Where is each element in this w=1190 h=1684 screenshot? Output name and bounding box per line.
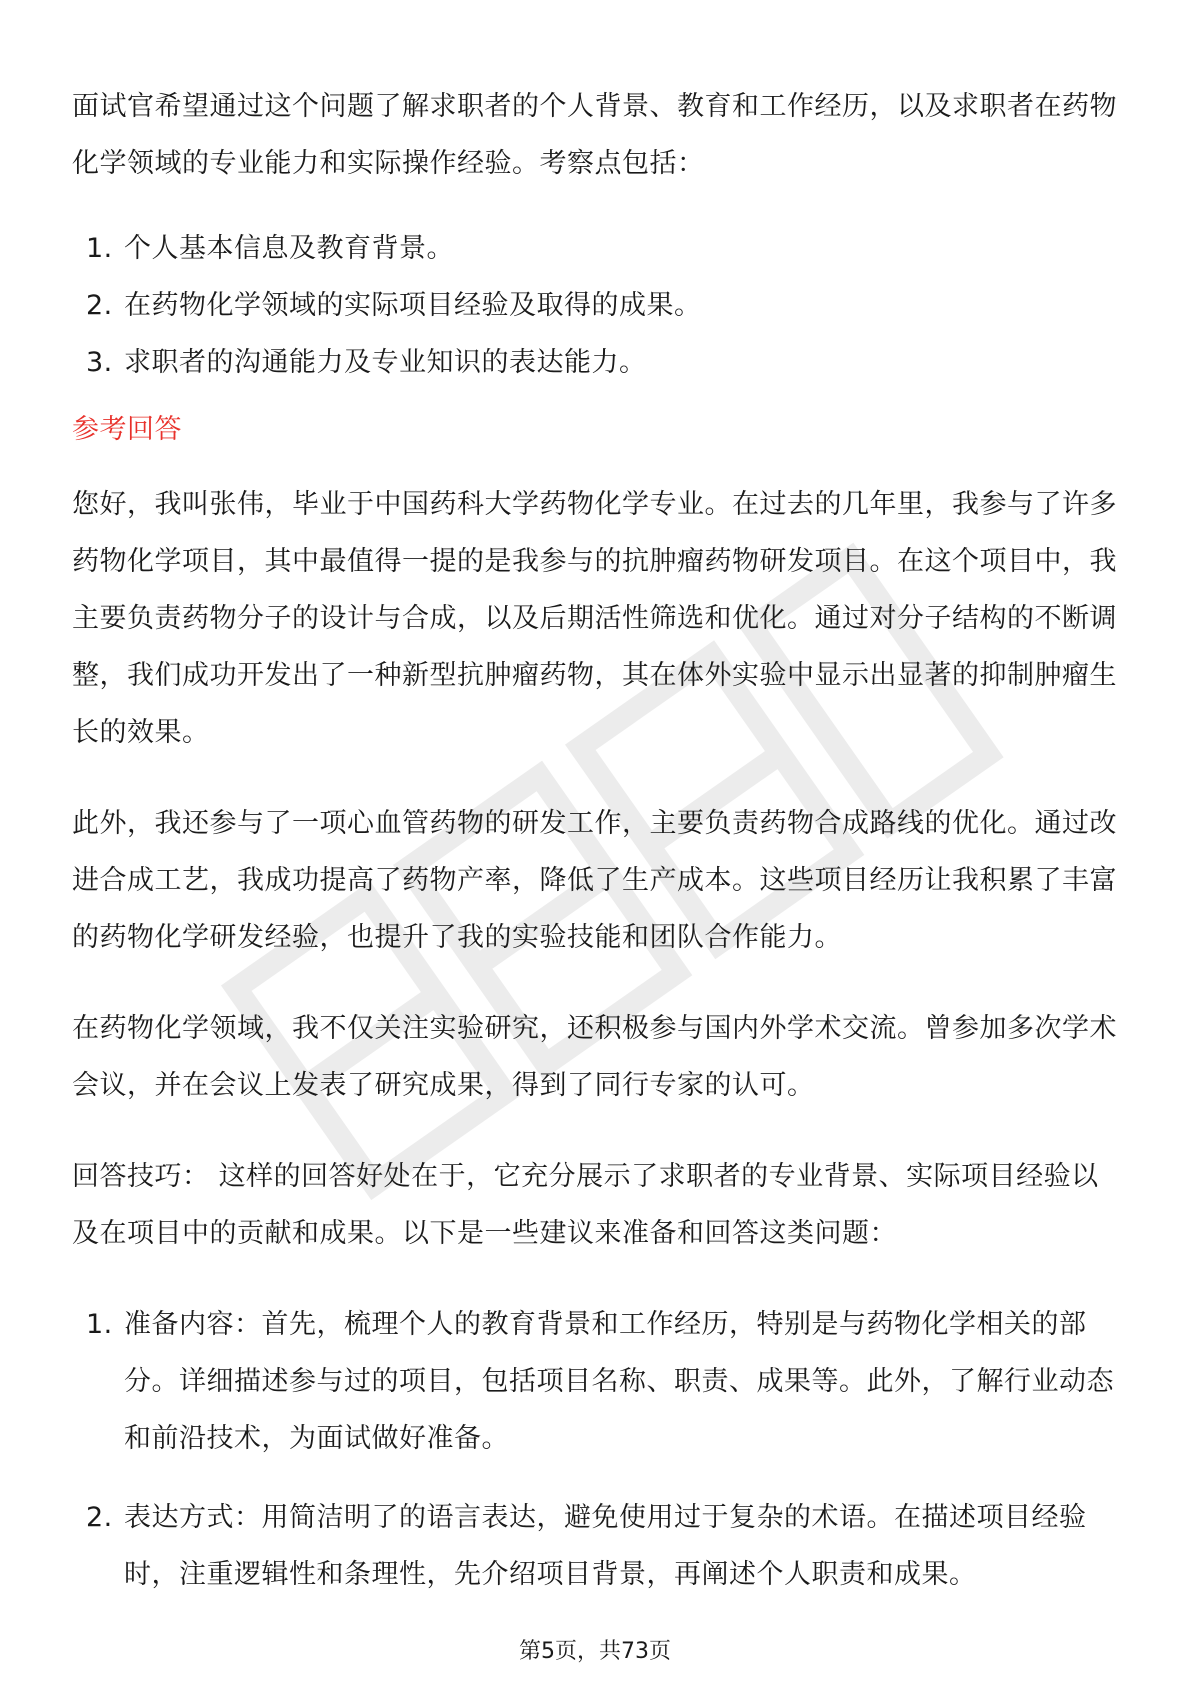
list-number: 2.	[86, 1502, 113, 1533]
tips-list	[72, 1296, 1122, 1603]
intro-paragraph: 面试官希望通过这个问题了解求职者的个人背景、教育和工作经历，以及求职者在药物化学领域的专业能力和实际操作经验。考察点包括：	[72, 91, 1117, 179]
list-item	[72, 277, 1122, 334]
list-number: 3.	[86, 347, 113, 378]
list-item-text: 表达方式：用简洁明了的语言表达，避免使用过于复杂的术语。在描述项目经验时，注重逻辑性和条理性，先介绍项目背景，再阐述个人职责和成果。	[124, 1502, 1087, 1590]
answer-paragraph: 在药物化学领域，我不仅关注实验研究，还积极参与国内外学术交流。曾参加多次学术会议，并在会议上发表了研究成果，得到了同行专家的认可。	[72, 1013, 1117, 1101]
answer-paragraph: 您好，我叫张伟，毕业于中国药科大学药物化学专业。在过去的几年里，我参与了许多药物化学项目，其中最值得一提的是我参与的抗肿瘤药物研发项目。在这个项目中，我主要负责药物分子的设计与合成，以及后期活性筛选和优化。通过对分子结构的不断调整，我们成功开发出了一种新型抗肿瘤药物，其在体外实验中显示出显著的抑制肿瘤生长的效果。	[72, 489, 1117, 748]
list-item	[72, 1489, 1122, 1603]
list-number: 1.	[86, 1309, 113, 1340]
answer-heading: 参考回答	[72, 414, 182, 445]
list-number: 2.	[86, 290, 113, 321]
list-item	[72, 1296, 1122, 1467]
answer-paragraph: 此外，我还参与了一项心血管药物的研发工作，主要负责药物合成路线的优化。通过改进合成工艺，我成功提高了药物产率，降低了生产成本。这些项目经历让我积累了丰富的药物化学研发经验，也提升了我的实验技能和团队合作能力。	[72, 808, 1117, 953]
page-footer: 第5页，共73页	[519, 1639, 671, 1664]
list-item	[72, 334, 1122, 391]
document-page	[72, 78, 1122, 1625]
list-item-text: 个人基本信息及教育背景。	[124, 233, 454, 264]
list-item-text: 在药物化学领域的实际项目经验及取得的成果。	[124, 290, 702, 321]
list-item-text: 求职者的沟通能力及专业知识的表达能力。	[124, 347, 647, 378]
tips-intro-paragraph: 回答技巧： 这样的回答好处在于，它充分展示了求职者的专业背景、实际项目经验以及在项目中的贡献和成果。以下是一些建议来准备和回答这类问题：	[72, 1161, 1099, 1249]
assessment-points-list	[72, 220, 1122, 391]
list-item	[72, 220, 1122, 277]
list-item-text: 准备内容：首先，梳理个人的教育背景和工作经历，特别是与药物化学相关的部分。详细描述参与过的项目，包括项目名称、职责、成果等。此外，了解行业动态和前沿技术，为面试做好准备。	[124, 1309, 1114, 1454]
list-number: 1.	[86, 233, 113, 264]
